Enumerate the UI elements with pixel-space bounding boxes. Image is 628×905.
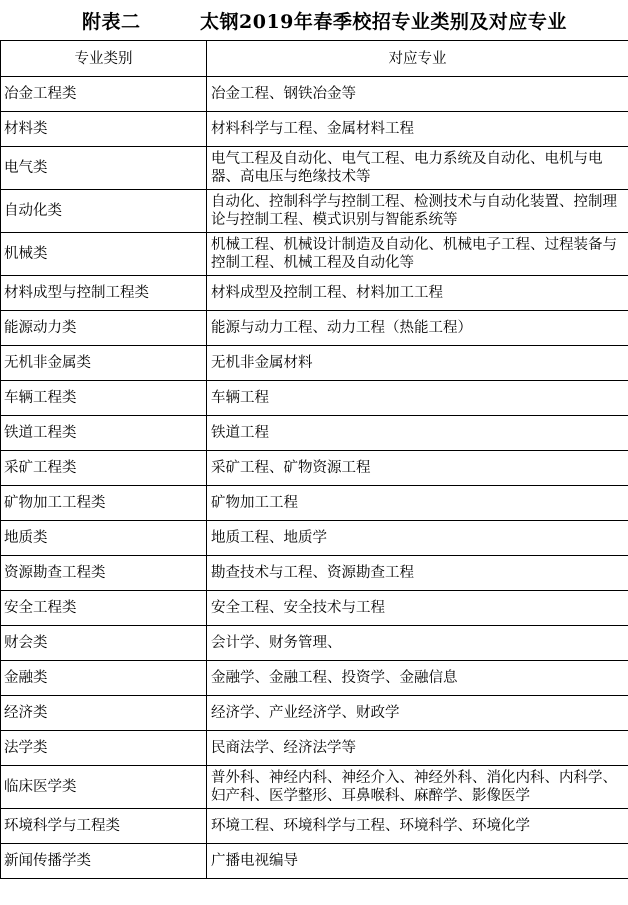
category-text: 采矿工程类: [4, 460, 77, 476]
table-row: [1, 661, 628, 696]
header-category: 专业类别: [1, 41, 207, 77]
majors-text: 金融学、金融工程、投资学、金融信息: [211, 670, 458, 686]
appendix-label: 附表二: [82, 10, 141, 33]
majors-text: 能源与动力工程、动力工程（热能工程）: [211, 320, 472, 336]
majors-text: 自动化、控制科学与控制工程、检测技术与自动化装置、控制理论与控制工程、模式识别与智能系统等: [211, 194, 617, 228]
category-text: 材料类: [4, 121, 48, 137]
majors-cell: [207, 661, 628, 696]
category-text: 临床医学类: [4, 779, 77, 795]
table-row: [1, 696, 628, 731]
category-text: 材料成型与控制工程类: [4, 285, 149, 301]
majors-cell: [207, 521, 628, 556]
majors-cell: [207, 311, 628, 346]
majors-text: 车辆工程: [211, 390, 269, 406]
category-text: 经济类: [4, 705, 48, 721]
category-cell: [1, 844, 207, 879]
table-row: [1, 112, 628, 147]
category-text: 无机非金属类: [4, 355, 91, 371]
category-cell: [1, 696, 207, 731]
category-cell: [1, 626, 207, 661]
category-text: 安全工程类: [4, 600, 77, 616]
category-text: 能源动力类: [4, 320, 77, 336]
category-text: 金融类: [4, 670, 48, 686]
majors-cell: [207, 276, 628, 311]
category-cell: [1, 521, 207, 556]
table-row: [1, 556, 628, 591]
table-row: [1, 521, 628, 556]
category-cell: [1, 190, 207, 233]
majors-cell: [207, 556, 628, 591]
table-row: [1, 190, 628, 233]
majors-text: 材料科学与工程、金属材料工程: [211, 121, 414, 137]
document-title: [0, 0, 628, 40]
majors-cell: [207, 346, 628, 381]
category-text: 资源勘查工程类: [4, 565, 106, 581]
table-row: [1, 233, 628, 276]
majors-cell: [207, 766, 628, 809]
category-cell: [1, 346, 207, 381]
category-cell: [1, 381, 207, 416]
majors-text: 勘查技术与工程、资源勘查工程: [211, 565, 414, 581]
table-row: [1, 626, 628, 661]
table-header-row: [1, 41, 628, 77]
table-row: [1, 844, 628, 879]
majors-cell: [207, 77, 628, 112]
category-text: 地质类: [4, 530, 48, 546]
category-cell: [1, 112, 207, 147]
majors-cell: [207, 626, 628, 661]
category-cell: [1, 77, 207, 112]
majors-text: 无机非金属材料: [211, 355, 313, 371]
table-row: [1, 451, 628, 486]
majors-cell: [207, 233, 628, 276]
majors-cell: [207, 731, 628, 766]
table-row: [1, 731, 628, 766]
majors-text: 安全工程、安全技术与工程: [211, 600, 385, 616]
majors-text: 经济学、产业经济学、财政学: [211, 705, 400, 721]
category-text: 环境科学与工程类: [4, 818, 120, 834]
majors-cell: [207, 416, 628, 451]
table-row: [1, 486, 628, 521]
category-cell: [1, 233, 207, 276]
majors-cell: [207, 381, 628, 416]
majors-text: 采矿工程、矿物资源工程: [211, 460, 371, 476]
table-body: [1, 77, 628, 879]
category-cell: [1, 766, 207, 809]
category-text: 机械类: [4, 246, 48, 262]
table-row: [1, 346, 628, 381]
majors-cell: [207, 809, 628, 844]
category-cell: [1, 486, 207, 521]
majors-text: 环境工程、环境科学与工程、环境科学、环境化学: [211, 818, 530, 834]
category-cell: [1, 451, 207, 486]
table-row: [1, 77, 628, 112]
majors-cell: [207, 844, 628, 879]
category-text: 冶金工程类: [4, 86, 77, 102]
majors-cell: [207, 591, 628, 626]
majors-text: 冶金工程、钢铁冶金等: [211, 86, 356, 102]
table-row: [1, 416, 628, 451]
category-text: 法学类: [4, 740, 48, 756]
majors-text: 矿物加工工程: [211, 495, 298, 511]
table-row: [1, 809, 628, 844]
category-cell: [1, 591, 207, 626]
category-text: 自动化类: [4, 203, 62, 219]
majors-text: 电气工程及自动化、电气工程、电力系统及自动化、电机与电器、高电压与绝缘技术等: [211, 151, 603, 185]
majors-cell: [207, 696, 628, 731]
table-row: [1, 766, 628, 809]
category-text: 矿物加工工程类: [4, 495, 106, 511]
category-text: 电气类: [4, 160, 48, 176]
majors-cell: [207, 486, 628, 521]
category-text: 车辆工程类: [4, 390, 77, 406]
majors-cell: [207, 112, 628, 147]
majors-text: 普外科、神经内科、神经介入、神经外科、消化内科、内科学、妇产科、医学整形、耳鼻喉科、麻醉学、影像医学: [211, 770, 617, 804]
category-text: 新闻传播学类: [4, 853, 91, 869]
majors-cell: [207, 147, 628, 190]
table-title: 太钢2019年春季校招专业类别及对应专业: [200, 10, 567, 33]
category-cell: [1, 731, 207, 766]
category-cell: [1, 416, 207, 451]
majors-text: 机械工程、机械设计制造及自动化、机械电子工程、过程装备与控制工程、机械工程及自动化等: [211, 237, 617, 271]
category-cell: [1, 311, 207, 346]
majors-text: 铁道工程: [211, 425, 269, 441]
table-row: [1, 276, 628, 311]
majors-text: 会计学、财务管理、: [211, 635, 342, 651]
category-cell: [1, 661, 207, 696]
majors-cell: [207, 190, 628, 233]
category-cell: [1, 556, 207, 591]
table-row: [1, 381, 628, 416]
category-text: 财会类: [4, 635, 48, 651]
majors-text: 广播电视编导: [211, 853, 298, 869]
table-row: [1, 311, 628, 346]
header-majors: 对应专业: [207, 41, 628, 77]
majors-text: 民商法学、经济法学等: [211, 740, 356, 756]
category-cell: [1, 147, 207, 190]
category-cell: [1, 276, 207, 311]
table-row: [1, 147, 628, 190]
category-cell: [1, 809, 207, 844]
majors-table: [0, 40, 628, 879]
majors-cell: [207, 451, 628, 486]
table-row: [1, 591, 628, 626]
majors-text: 材料成型及控制工程、材料加工工程: [211, 285, 443, 301]
category-text: 铁道工程类: [4, 425, 77, 441]
majors-text: 地质工程、地质学: [211, 530, 327, 546]
